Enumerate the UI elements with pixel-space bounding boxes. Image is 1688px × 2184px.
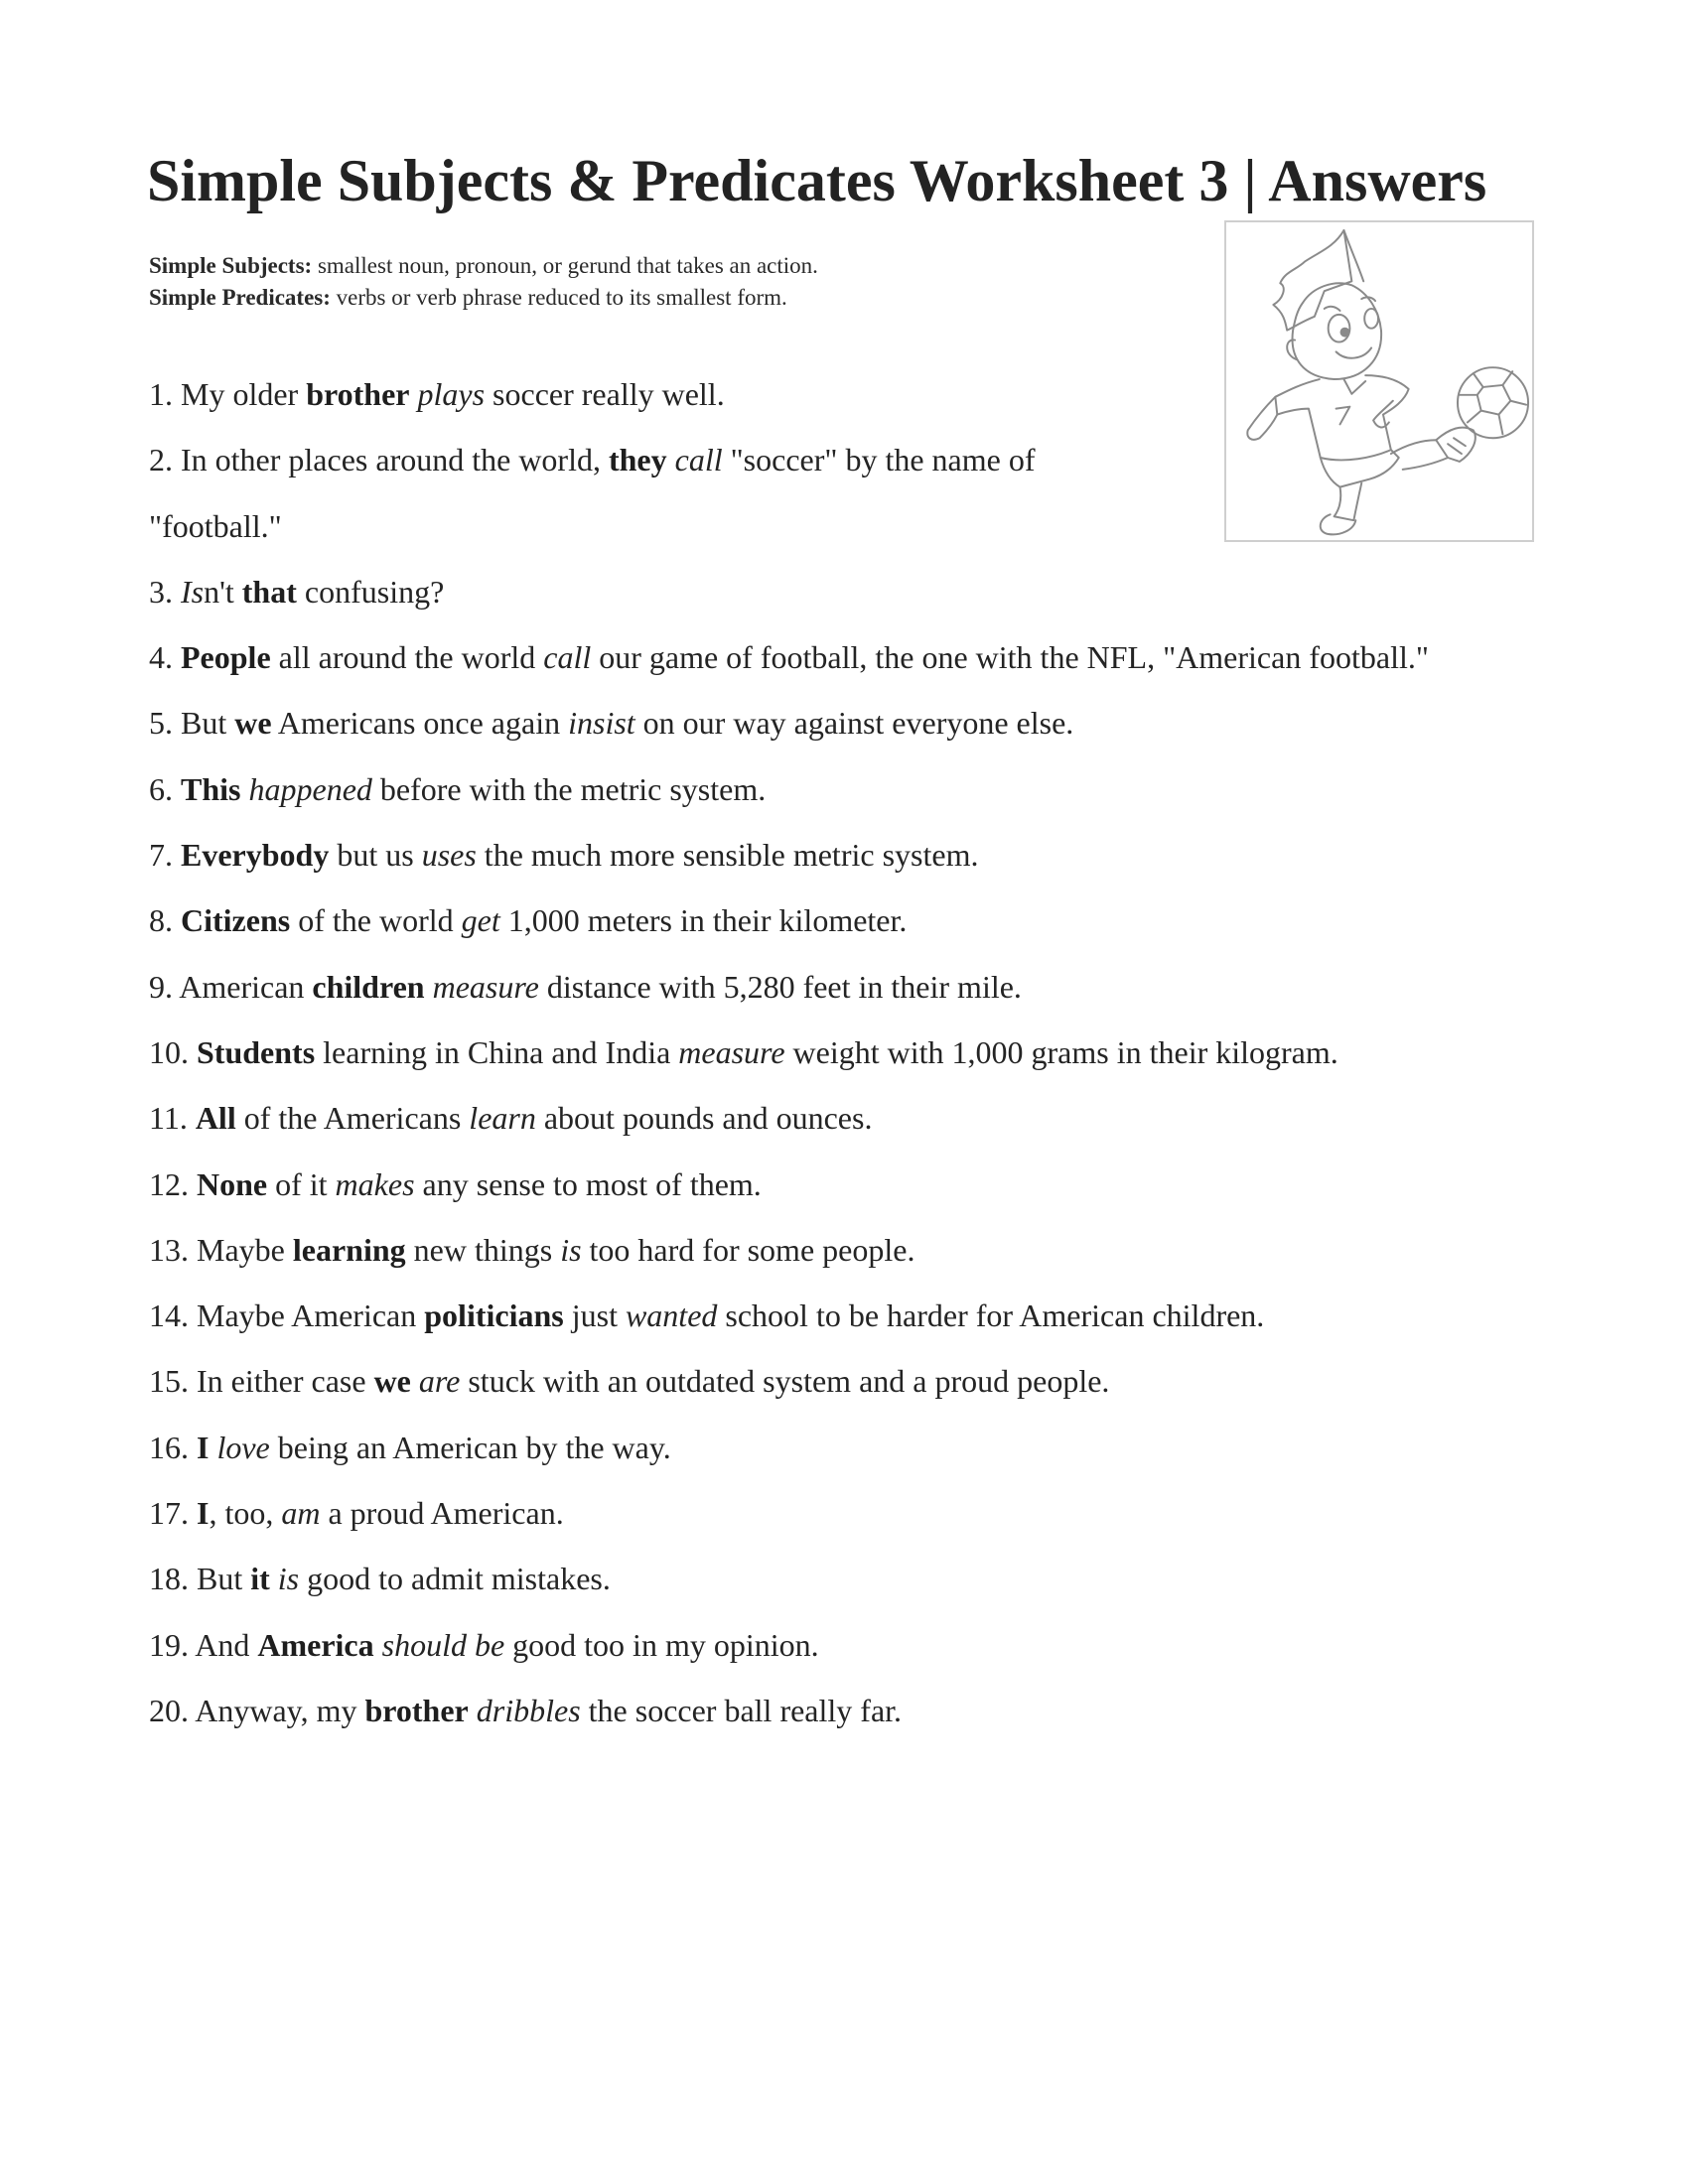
sentence-text: good too in my opinion. <box>504 1626 819 1663</box>
definition-term: Simple Predicates: <box>149 285 331 310</box>
sentence-text: stuck with an outdated system and a proud people. <box>460 1363 1110 1400</box>
sentence-text: In either case <box>197 1363 374 1400</box>
sentence-text: before with the metric system. <box>371 770 767 807</box>
simple-predicate: uses <box>421 837 477 874</box>
sentence-text: of it <box>267 1165 336 1202</box>
simple-subject: I <box>197 1429 210 1465</box>
sentence-text <box>425 969 433 1005</box>
sentence-text: being an American by the way. <box>269 1429 671 1465</box>
question-item <box>149 1152 1539 1217</box>
sentence-text: but us <box>329 837 422 874</box>
question-number: 20. <box>149 1692 196 1728</box>
simple-subject: People <box>181 639 271 676</box>
sentence-text: our game of football, the one with the NFL, "American football." <box>591 639 1429 676</box>
sentence-text <box>469 1693 477 1728</box>
question-item <box>149 1612 1539 1678</box>
question-item <box>149 1020 1539 1085</box>
question-number: 4. <box>149 639 181 676</box>
question-item <box>149 756 1539 822</box>
sentence-text: "soccer" by the name of "football." <box>149 442 1036 544</box>
question-item <box>149 1546 1539 1611</box>
question-item <box>149 954 1539 1020</box>
sentence-text: about pounds and ounces. <box>535 1100 873 1137</box>
sentence-text: school to be harder for American children. <box>717 1297 1265 1334</box>
question-item <box>149 690 1539 755</box>
question-item <box>149 1217 1539 1283</box>
sentence-text: all around the world <box>270 639 544 676</box>
simple-subject: America <box>257 1626 374 1663</box>
question-item <box>149 887 1539 953</box>
sentence-text: Americans once again <box>271 705 569 742</box>
sentence-text: But <box>197 1561 251 1597</box>
sentence-text: of the world <box>290 902 462 939</box>
simple-subject: it <box>250 1561 270 1597</box>
sentence-text: distance with 5,280 feet in their mile. <box>538 968 1022 1005</box>
sentence-text: new things <box>405 1231 561 1268</box>
sentence-text: Maybe American <box>197 1297 425 1334</box>
question-number: 16. <box>149 1429 197 1465</box>
simple-predicate: love <box>216 1429 270 1465</box>
sentence-text <box>411 1363 419 1399</box>
question-item <box>149 361 1539 427</box>
simple-subject: we <box>234 705 272 742</box>
simple-predicate: Is <box>181 573 205 610</box>
simple-predicate: learn <box>469 1100 536 1137</box>
simple-predicate: am <box>281 1495 321 1532</box>
simple-subject: politicians <box>424 1297 564 1334</box>
definition-text: smallest noun, pronoun, or gerund that takes an action. <box>312 253 818 278</box>
definition-simple-predicates <box>149 282 818 314</box>
simple-predicate: call <box>674 442 723 478</box>
sentence-text: good to admit mistakes. <box>299 1561 611 1597</box>
sentence-text: a proud American. <box>320 1495 564 1532</box>
simple-predicate: wanted <box>625 1297 718 1334</box>
question-number: 7. <box>149 837 181 874</box>
simple-predicate: call <box>543 639 592 676</box>
simple-subject: that <box>241 573 297 610</box>
question-number: 15. <box>149 1363 197 1400</box>
simple-predicate: insist <box>568 705 635 742</box>
simple-subject: we <box>373 1363 411 1400</box>
question-number: 14. <box>149 1297 197 1334</box>
sentence-text: n't <box>204 573 242 610</box>
sentence-text: of the Americans <box>235 1100 470 1137</box>
question-number: 3. <box>149 573 181 610</box>
sentence-text: just <box>563 1297 626 1334</box>
simple-subject: children <box>312 968 425 1005</box>
sentence-text: My older <box>181 376 307 412</box>
question-number: 10. <box>149 1033 197 1070</box>
simple-predicate: measure <box>678 1033 785 1070</box>
simple-predicate: measure <box>432 968 539 1005</box>
sentence-text: Anyway, my <box>195 1692 365 1728</box>
simple-subject: they <box>608 442 667 478</box>
simple-subject: brother <box>364 1692 469 1728</box>
sentence-text: , too, <box>209 1495 282 1532</box>
question-number: 6. <box>149 770 181 807</box>
sentence-text: Maybe <box>197 1231 293 1268</box>
question-item <box>149 1348 1539 1414</box>
definition-simple-subjects <box>149 250 818 282</box>
question-number: 9. <box>149 968 180 1005</box>
question-number: 19. <box>149 1626 196 1663</box>
sentence-text <box>270 1561 278 1596</box>
simple-predicate: should be <box>381 1626 505 1663</box>
sentence-text: 1,000 meters in their kilometer. <box>499 902 908 939</box>
question-number: 1. <box>149 376 181 412</box>
sentence-text: In other places around the world, <box>181 442 609 478</box>
sentence-text: learning in China and India <box>315 1033 679 1070</box>
question-number: 2. <box>149 442 181 478</box>
question-number: 12. <box>149 1165 197 1202</box>
simple-predicate: are <box>418 1363 461 1400</box>
simple-predicate: plays <box>417 376 486 412</box>
sentence-text <box>374 1627 382 1663</box>
question-number: 8. <box>149 902 181 939</box>
simple-subject: Everybody <box>181 837 330 874</box>
question-item <box>149 1415 1539 1480</box>
question-item <box>149 1085 1539 1151</box>
simple-subject: All <box>195 1100 236 1137</box>
question-item <box>149 1480 1539 1546</box>
definitions <box>149 250 818 314</box>
answer-list <box>149 361 1539 1743</box>
simple-predicate: makes <box>335 1165 415 1202</box>
question-item <box>149 1283 1539 1348</box>
question-number: 13. <box>149 1231 197 1268</box>
question-item <box>149 427 1082 559</box>
sentence-text: weight with 1,000 grams in their kilogram. <box>784 1033 1338 1070</box>
sentence-text <box>667 442 675 478</box>
sentence-text: too hard for some people. <box>581 1231 915 1268</box>
simple-predicate: is <box>560 1231 582 1268</box>
simple-predicate: happened <box>248 770 372 807</box>
simple-predicate: dribbles <box>476 1692 581 1728</box>
question-number: 11. <box>149 1100 196 1137</box>
sentence-text: confusing? <box>296 573 445 610</box>
sentence-text: the much more sensible metric system. <box>476 837 979 874</box>
question-item <box>149 624 1539 690</box>
sentence-text: And <box>195 1626 258 1663</box>
simple-subject: learning <box>292 1231 406 1268</box>
simple-predicate: get <box>461 902 500 939</box>
simple-predicate: is <box>277 1561 300 1597</box>
definition-term: Simple Subjects: <box>149 253 313 278</box>
question-item <box>149 822 1539 887</box>
simple-subject: Citizens <box>181 902 291 939</box>
simple-subject: I <box>197 1495 210 1532</box>
question-item <box>149 1678 1539 1743</box>
sentence-text: soccer really well. <box>485 376 725 412</box>
simple-subject: None <box>197 1165 268 1202</box>
sentence-text: on our way against everyone else. <box>634 705 1074 742</box>
sentence-text: any sense to most of them. <box>414 1165 762 1202</box>
question-number: 5. <box>149 705 181 742</box>
simple-subject: Students <box>197 1033 316 1070</box>
sentence-text: American <box>179 968 313 1005</box>
question-number: 17. <box>149 1495 197 1532</box>
simple-subject: This <box>181 770 241 807</box>
question-number: 18. <box>149 1561 197 1597</box>
definition-text: verbs or verb phrase reduced to its smallest form. <box>330 285 787 310</box>
simple-subject: brother <box>306 376 410 412</box>
question-item <box>149 559 1539 624</box>
sentence-text: the soccer ball really far. <box>580 1692 903 1728</box>
sentence-text: But <box>181 705 235 742</box>
page-title: Simple Subjects & Predicates Worksheet 3 | Answers <box>147 148 1487 213</box>
